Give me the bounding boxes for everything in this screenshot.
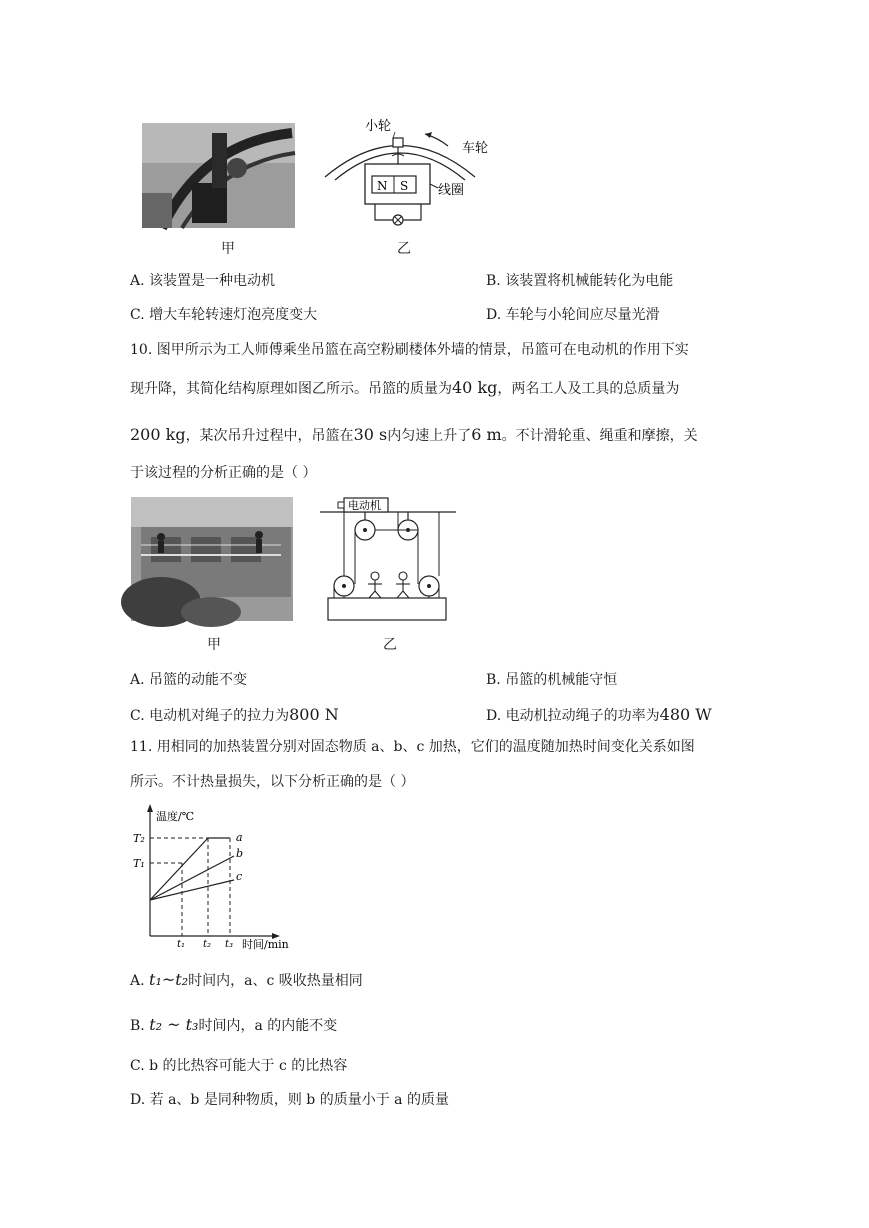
q10-line-4: 于该过程的分析正确的是（ ） [130,465,317,481]
gondola-photo-drawing [131,497,293,621]
q11-option-d[interactable]: D. 若 a、b 是同种物质，则 b 的质量小于 a 的质量 [130,1092,449,1108]
q10-caption-yi: 乙 [383,637,397,653]
t2-temp-label: T₂ [133,832,145,845]
graph-x-label: 时间/min [242,938,289,951]
q9-caption-yi: 乙 [397,241,411,257]
bicycle-dynamo-photo [142,123,295,228]
q10-line-2: 现升降，其简化结构原理如图乙所示。吊篮的质量为40 kg，两名工人及工具的总质量为 [130,378,680,397]
t3-time-label: t₃ [225,939,234,950]
wheel-label: 车轮 [462,141,489,156]
q9-option-d[interactable]: D. 车轮与小轮间应尽量光滑 [486,307,660,323]
bicycle-photo-drawing [142,123,295,228]
q10-option-c[interactable]: C. 电动机对绳子的拉力为800 N [130,705,339,724]
q9-caption-jia: 甲 [221,241,235,257]
t2-time-label: t₂ [203,939,212,950]
q11-option-a[interactable]: A. t₁~t₂时间内，a、c 吸收热量相同 [130,970,363,989]
q10-option-d[interactable]: D. 电动机拉动绳子的功率为480 W [486,705,712,724]
q9-option-b[interactable]: B. 该装置将机械能转化为电能 [486,273,674,289]
q11-option-c[interactable]: C. b 的比热容可能大于 c 的比热容 [130,1058,348,1074]
gondola-pulley-diagram [318,492,458,624]
q9-option-c[interactable]: C. 增大车轮转速灯泡亮度变大 [130,307,318,323]
magnet-north-label: N [377,179,388,193]
temperature-time-graph [130,800,300,952]
magnet-south-label: S [400,179,409,193]
gondola-photo [131,497,293,621]
q10-line-3: 200 kg，某次吊升过程中，吊篮在30 s内匀速上升了6 m。不计滑轮重、绳重和摩擦，关 [130,425,698,444]
q10-option-b[interactable]: B. 吊篮的机械能守恒 [486,672,618,688]
line-a-label: a [236,831,243,844]
q11-line-1: 11. 用相同的加热装置分别对固态物质 a、b、c 加热，它们的温度随加热时间变化关系如图 [130,739,695,755]
t1-temp-label: T₁ [133,857,145,870]
q11-line-2: 所示。不计热量损失，以下分析正确的是（ ） [130,774,415,790]
q10-caption-jia: 甲 [207,637,221,653]
q10-line-1: 10. 图甲所示为工人师傅乘坐吊篮在高空粉刷楼体外墙的情景，吊篮可在电动机的作用下实 [130,342,689,358]
coil-label: 线圈 [438,183,465,198]
graph-y-label: 温度/℃ [156,810,195,823]
t1-time-label: t₁ [177,939,186,950]
line-b-label: b [236,847,244,860]
small-wheel-label: 小轮 [365,119,392,134]
q11-option-b[interactable]: B. t₂ ~ t₃时间内，a 的内能不变 [130,1015,338,1034]
line-c-label: c [236,870,243,883]
q9-option-a[interactable]: A. 该装置是一种电动机 [130,273,276,289]
q10-option-a[interactable]: A. 吊篮的动能不变 [130,672,248,688]
motor-label: 电动机 [348,499,381,512]
dynamo-diagram [320,112,489,242]
